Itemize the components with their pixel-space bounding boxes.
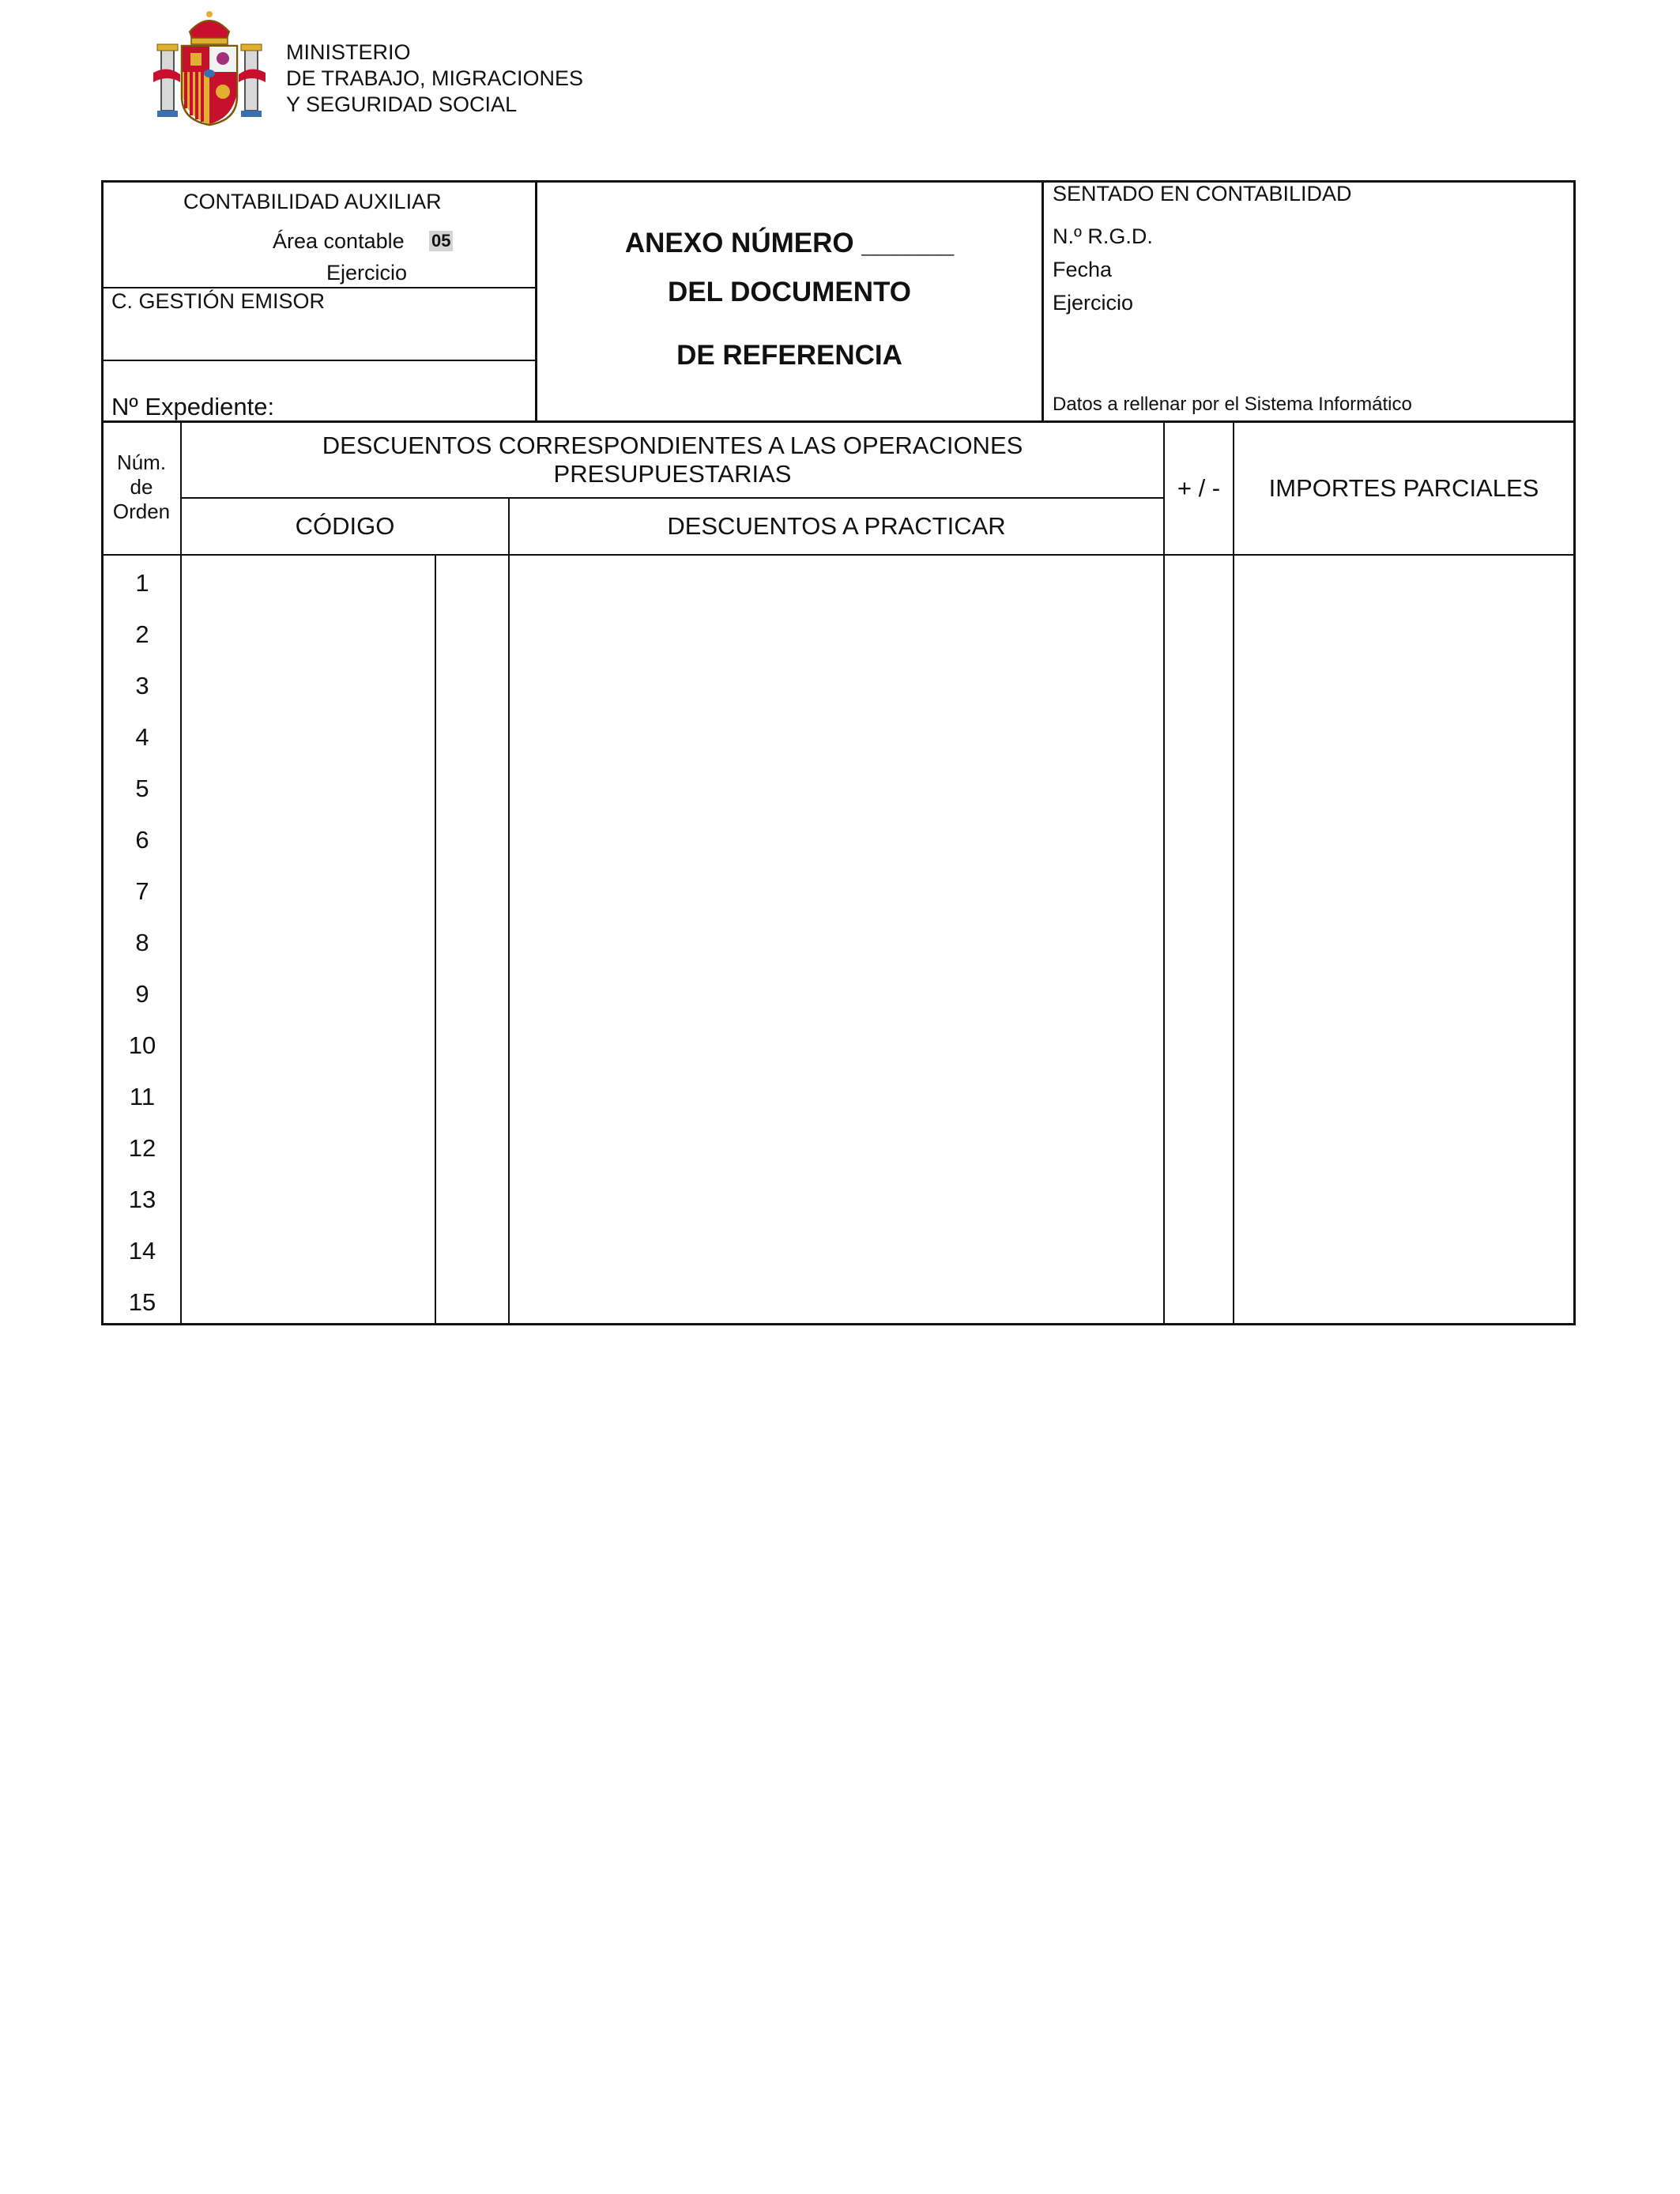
row-number: 11 (129, 1083, 156, 1110)
sentado-contabilidad-label: SENTADO EN CONTABILIDAD (1053, 182, 1352, 205)
row-number: 3 (135, 672, 149, 699)
sistema-informatico-note: Datos a rellenar por el Sistema Informático (1053, 394, 1412, 415)
importes-parciales-header: IMPORTES PARCIALES (1268, 474, 1539, 502)
codigo-sub-entry-area[interactable] (436, 556, 508, 1323)
gestion-emisor-field[interactable] (104, 316, 534, 357)
expediente-field[interactable] (284, 390, 534, 419)
header-bottom-line (101, 420, 1576, 423)
row-number: 14 (128, 1237, 156, 1265)
gestion-emisor-label: C. GESTIÓN EMISOR (111, 289, 326, 313)
left-box-line-1 (101, 287, 537, 288)
ministry-line-1: MINISTERIO (286, 40, 411, 64)
contabilidad-auxiliar-label: CONTABILIDAD AUXILIAR (183, 190, 442, 213)
num-orden-header (103, 450, 180, 524)
row-number: 4 (135, 723, 149, 751)
area-contable-label: Área contable (273, 229, 405, 253)
descuentos-practicar-header: DESCUENTOS A PRACTICAR (667, 512, 1006, 540)
anexo-numero-title: ANEXO NÚMERO ______ (624, 228, 955, 258)
header-divider-right (1042, 180, 1044, 422)
rgd-label: N.º R.G.D. (1053, 224, 1153, 248)
num-orden-line-3: Orden (112, 499, 171, 523)
ejercicio-label-right: Ejercicio (1053, 291, 1134, 315)
ministry-line-2: DE TRABAJO, MIGRACIONES (286, 66, 584, 90)
ministry-line-3: Y SEGURIDAD SOCIAL (286, 92, 518, 116)
left-box-line-2 (101, 360, 537, 361)
sign-entry-area[interactable] (1165, 556, 1233, 1323)
descuentos-entry-area[interactable] (510, 556, 1163, 1323)
num-orden-line-1: Núm. (116, 450, 167, 474)
row-number: 1 (135, 569, 149, 597)
sign-header: + / - (1177, 474, 1221, 502)
row-number: 9 (135, 980, 149, 1008)
row-number: 2 (135, 620, 149, 648)
descuentos-group-header (182, 432, 1163, 488)
ejercicio-label-left: Ejercicio (326, 261, 408, 285)
group-header-line (180, 497, 1165, 499)
group-header-line-2: PRESUPUESTARIAS (553, 460, 792, 488)
row-number: 7 (135, 877, 149, 905)
row-number: 12 (128, 1134, 156, 1162)
row-number: 13 (128, 1186, 156, 1213)
ministry-name (286, 40, 583, 118)
group-header-line-1: DESCUENTOS CORRESPONDIENTES A LAS OPERACIONES (322, 432, 1023, 459)
del-documento-title: DEL DOCUMENTO (668, 277, 911, 307)
num-orden-line-2: de (130, 475, 153, 499)
codigo-entry-area[interactable] (182, 556, 435, 1323)
expediente-label: Nº Expediente: (111, 393, 275, 420)
de-referencia-title: DE REFERENCIA (676, 340, 902, 371)
fecha-label: Fecha (1053, 258, 1113, 281)
area-contable-value[interactable]: 05 (429, 231, 453, 251)
row-number: 6 (135, 826, 149, 854)
row-number: 15 (128, 1288, 156, 1316)
importes-entry-area[interactable] (1234, 556, 1573, 1323)
codigo-header: CÓDIGO (295, 512, 395, 540)
row-number: 10 (128, 1031, 156, 1059)
coat-of-arms-logo (153, 9, 266, 128)
row-number: 8 (135, 929, 149, 956)
row-number: 5 (135, 775, 149, 802)
